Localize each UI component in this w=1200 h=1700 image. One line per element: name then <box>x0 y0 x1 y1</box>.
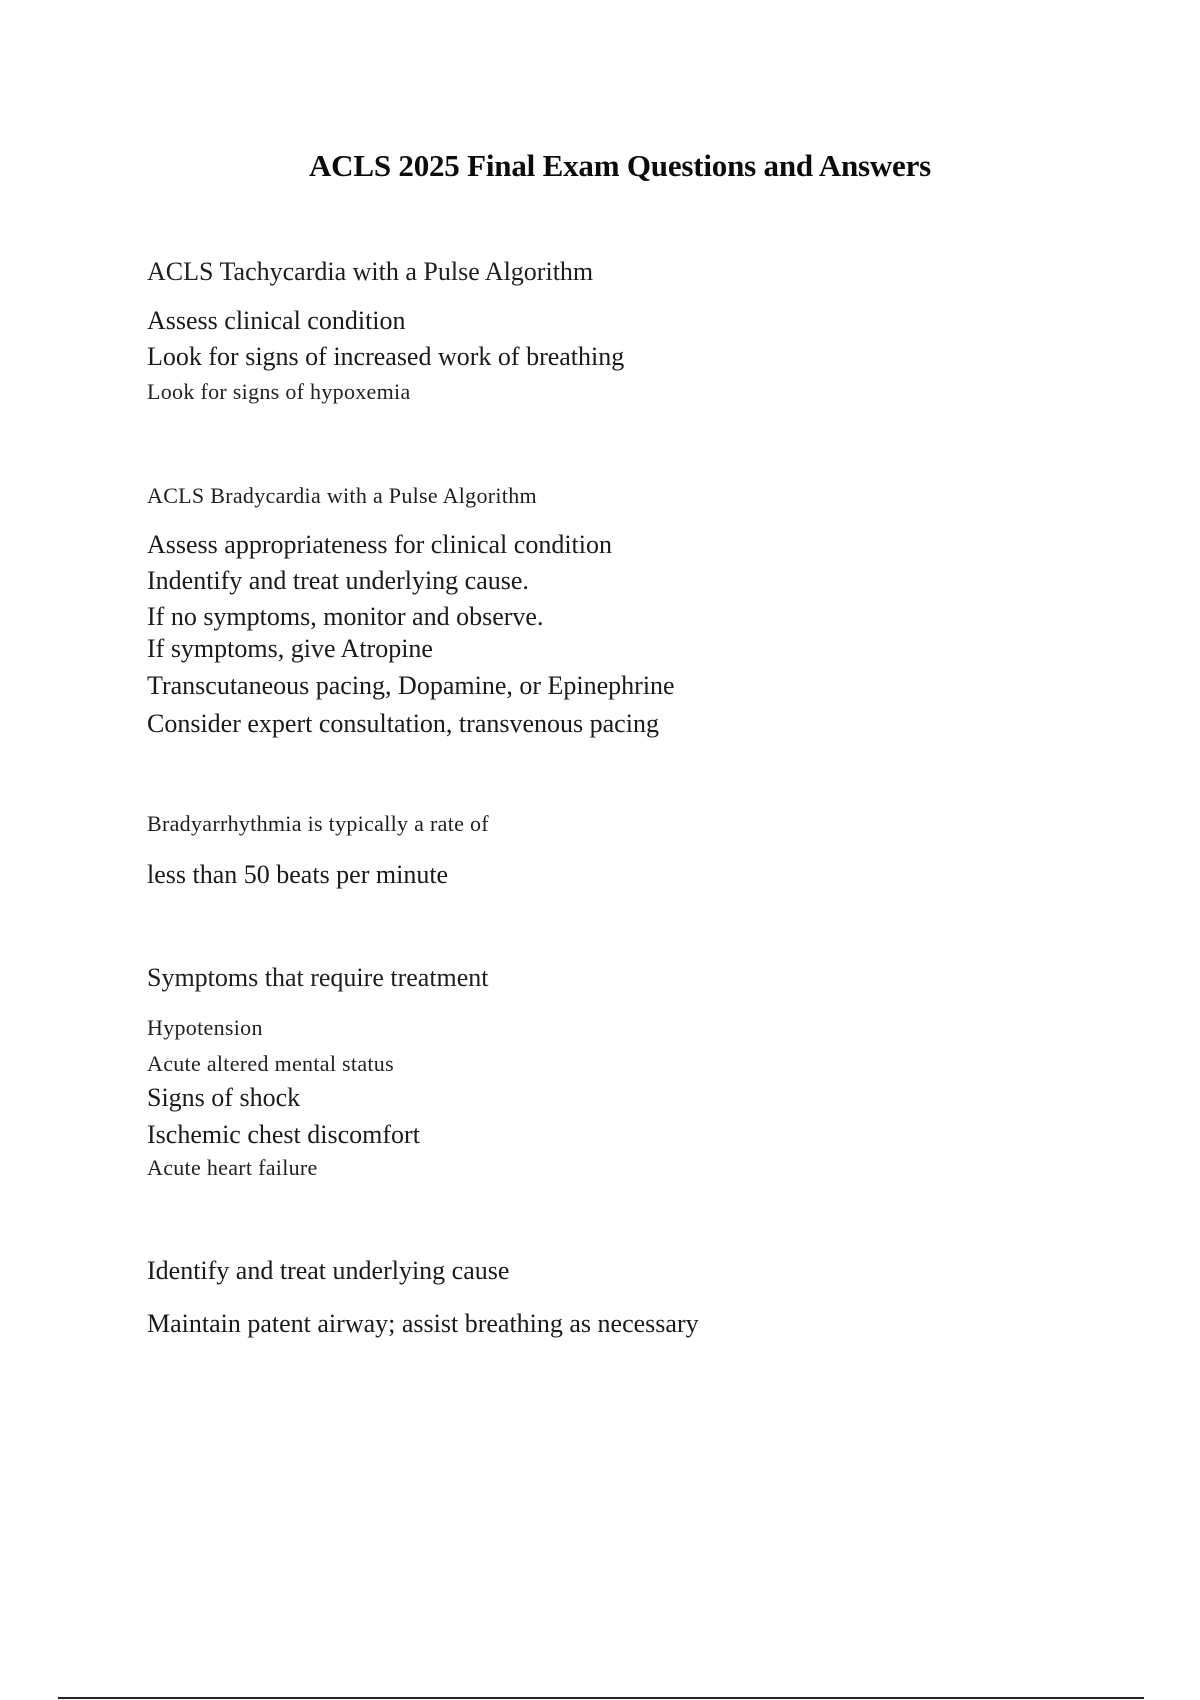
question-bradyarrhythmia: Bradyarrhythmia is typically a rate of <box>147 811 489 836</box>
answer-line: Assess clinical condition <box>147 306 406 335</box>
question-symptoms: Symptoms that require treatment <box>147 963 489 992</box>
answer-line: less than 50 beats per minute <box>147 860 449 889</box>
answer-line: Maintain patent airway; assist breathing as necessary <box>147 1309 699 1338</box>
answer-line: If symptoms, give Atropine <box>147 634 433 663</box>
answer-line: Transcutaneous pacing, Dopamine, or Epinephrine <box>147 671 675 700</box>
question-identify-cause: Identify and treat underlying cause <box>147 1256 510 1285</box>
page-title: ACLS 2025 Final Exam Questions and Answers <box>308 148 932 183</box>
answer-line: Consider expert consultation, transvenous pacing <box>147 709 659 738</box>
answer-line: Acute altered mental status <box>147 1051 394 1076</box>
question-tachycardia: ACLS Tachycardia with a Pulse Algorithm <box>147 257 594 286</box>
answer-line: Indentify and treat underlying cause. <box>147 566 529 595</box>
answer-line: Look for signs of increased work of breathing <box>147 342 625 371</box>
answer-line: Hypotension <box>147 1015 263 1040</box>
question-bradycardia: ACLS Bradycardia with a Pulse Algorithm <box>147 483 537 508</box>
answer-line: Assess appropriateness for clinical condition <box>147 530 612 559</box>
answer-line: Acute heart failure <box>147 1155 318 1180</box>
answer-line: Signs of shock <box>147 1083 301 1112</box>
answer-line: Look for signs of hypoxemia <box>147 379 411 404</box>
answer-line: Ischemic chest discomfort <box>147 1120 420 1149</box>
answer-line: If no symptoms, monitor and observe. <box>147 602 544 631</box>
footer-divider <box>58 1697 1144 1699</box>
